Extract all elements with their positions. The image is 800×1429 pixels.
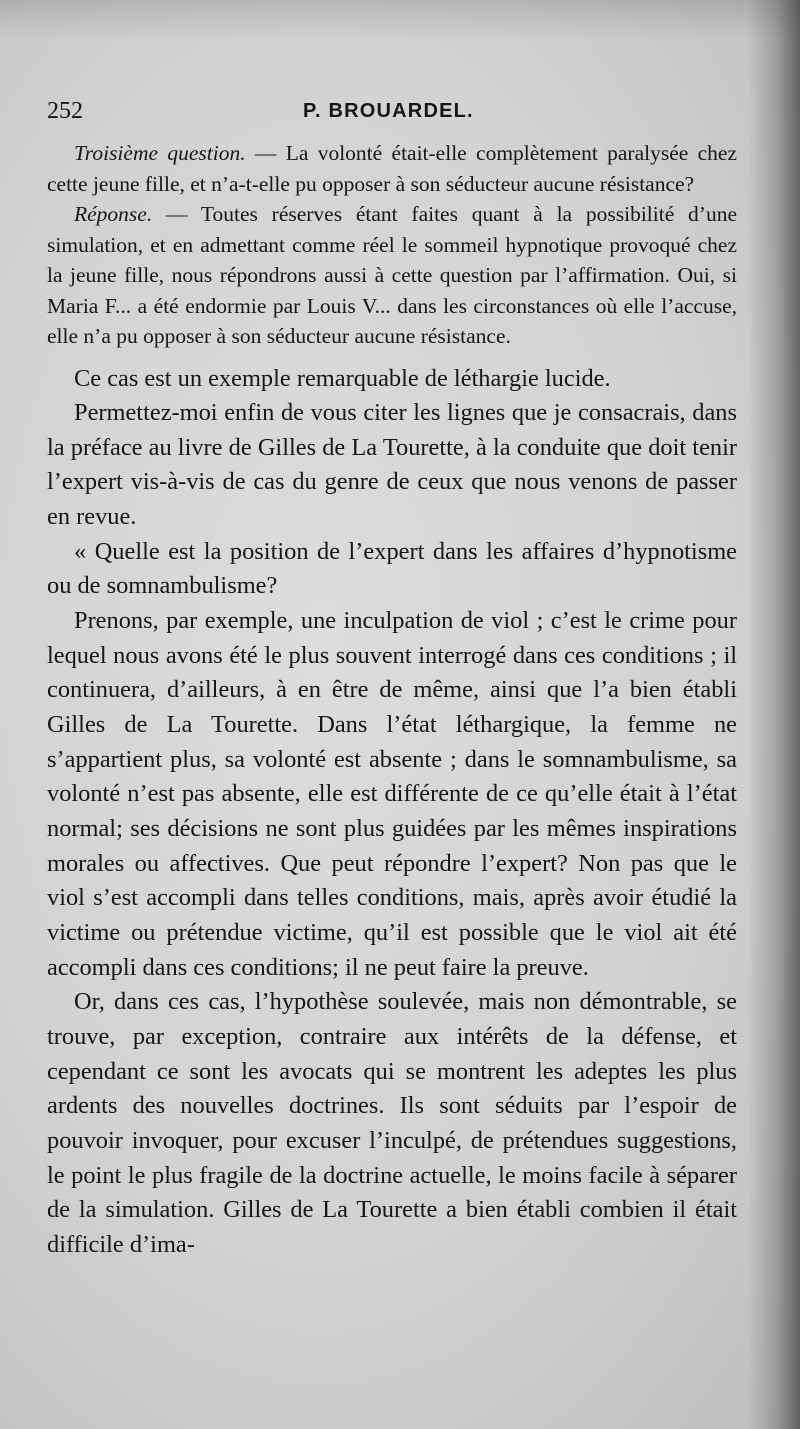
paragraph: Permettez-moi enfin de vous citer les lignes que je consacrais, dans la préface au livre de Gilles de La Tourette, à la conduite que doit tenir l’expert vis-à-vis de cas du genre de ceux que nous venons de passer en revue. xyxy=(47,399,737,531)
question-paragraph xyxy=(47,138,737,199)
paragraph: Ce cas est un exemple remarquable de léthargie lucide. xyxy=(74,364,611,392)
answer-text: Toutes réserves étant faites quant à la possibilité d’une simulation, et en admettant comme réel le sommeil hypnotique provoqué chez la jeune fille, nous répondrons aussi à cette question par l’affirmation. Oui, si Maria F... a été endormie par Louis V... dans les circonstances où elle l’accuse, elle n’a pu opposer à son séducteur aucune résistance. xyxy=(47,202,737,348)
page-body xyxy=(47,138,737,1263)
question-text: La volonté était-elle complètement paralysée chez cette jeune fille, et n’a-t-elle pu opposer à son séducteur aucune résistance? xyxy=(47,141,738,196)
answer-label: Réponse. xyxy=(74,202,153,226)
paragraph: Or, dans ces cas, l’hypothèse soulevée, mais non démontrable, se trouve, par exception, contraire aux intérêts de la défense, et cependant ce sont les avocats qui se montrent les adeptes les plus ardents des nouvelles doctrines. Ils sont séduits par l’espoir de pouvoir invoquer, pour excuser l’inculpé, de prétendues suggestions, le point le plus fragile de la doctrine actuelle, le moins facile à séparer de la simulation. Gilles de La Tourette a bien établi combien il était difficile d’ima- xyxy=(47,988,737,1258)
answer-dash: — xyxy=(152,202,201,226)
running-head: P. BROUARDEL. xyxy=(303,100,474,122)
quote-paragraph: « Quelle est la position de l’expert dans les affaires d’hypnotisme ou de somnambulisme? xyxy=(47,537,737,600)
page-header xyxy=(47,98,737,128)
question-dash: — xyxy=(245,141,286,165)
answer-paragraph xyxy=(47,199,737,352)
top-edge-shadow xyxy=(0,0,800,40)
page-number: 252 xyxy=(47,98,83,124)
binding-shadow xyxy=(748,0,800,1429)
paragraph: Prenons, par exemple, une inculpation de viol ; c’est le crime pour lequel nous avons été le plus souvent interrogé dans ces conditions ; il continuera, d’ailleurs, à en être de même, ainsi que l’a bien établi Gilles de La Tourette. Dans l’état léthargique, la femme ne s’appartient plus, sa volonté est absente ; dans le somnambulisme, sa volonté n’est pas absente, elle est différente de ce qu’elle était à l’état normal; ses décisions ne sont plus guidées par les mêmes inspirations morales ou affectives. Que peut répondre l’expert? Non pas que le viol s’est accompli dans telles conditions, mais, après avoir étudié la victime ou prétendue victime, qu’il est possible que le viol ait été accompli dans ces conditions; il ne peut faire la preuve. xyxy=(47,607,737,981)
question-label: Troisième question. xyxy=(74,141,246,165)
